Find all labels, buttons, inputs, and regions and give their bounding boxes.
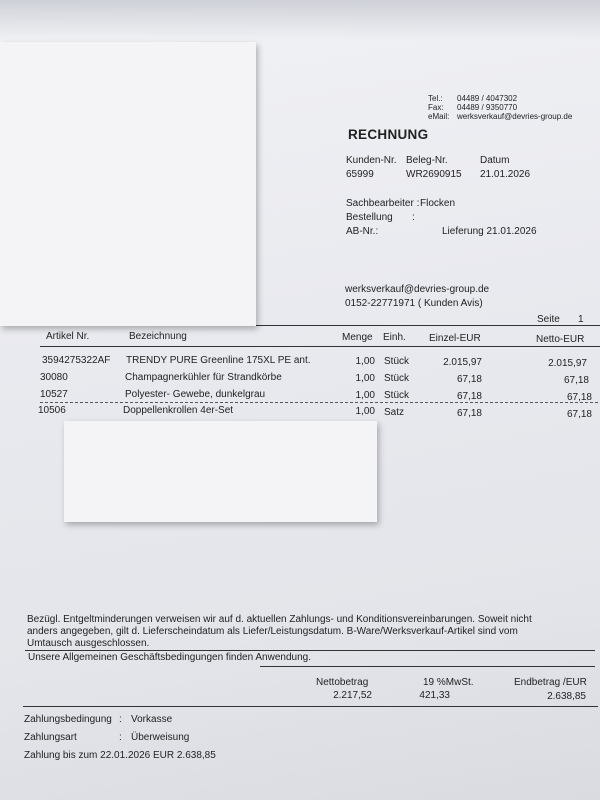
fax-label: Fax: bbox=[428, 103, 444, 112]
page-number: 1 bbox=[578, 314, 584, 325]
date-label: Datum bbox=[480, 155, 510, 166]
vat-label: 19 %MwSt. bbox=[423, 677, 474, 688]
payment-due: Zahlung bis zum 22.01.2026 EUR 2.638,85 bbox=[24, 750, 216, 761]
table-header-rule bbox=[40, 346, 600, 347]
note-line-2: anders angegeben, gilt d. Lieferscheindatum als Liefer/Leistungsdatum. B-Ware/Werksverkauf-Artikel sind vom bbox=[27, 626, 518, 637]
row-unit: Stück bbox=[384, 356, 410, 367]
row-net: 67,18 bbox=[566, 392, 592, 403]
order-label: Bestellung bbox=[346, 212, 393, 223]
ab-no-label: AB-Nr.: bbox=[346, 226, 379, 237]
tel-label: Tel.: bbox=[428, 94, 443, 103]
doc-no-label: Beleg-Nr. bbox=[406, 155, 448, 166]
row-unit-price: 67,18 bbox=[456, 374, 482, 385]
email-value: werksverkauf@devries-group.de bbox=[457, 112, 573, 121]
payment-terms-colon: : bbox=[119, 714, 122, 725]
row-unit-price: 2.015,97 bbox=[443, 357, 482, 368]
row-divider bbox=[40, 402, 598, 403]
page-label: Seite bbox=[537, 314, 560, 325]
row-description: Doppellenkrollen 4er-Set bbox=[123, 405, 234, 416]
row-article: 10527 bbox=[40, 389, 68, 400]
net-total-label: Nettobetrag bbox=[316, 677, 369, 688]
col-unit: Einh. bbox=[383, 332, 406, 343]
row-article: 3594275322AF bbox=[42, 355, 111, 366]
row-net: 67,18 bbox=[566, 409, 592, 420]
col-qty: Menge bbox=[342, 332, 373, 343]
gross-total-label: Endbetrag /EUR bbox=[514, 677, 587, 688]
invoice-title: RECHNUNG bbox=[348, 127, 429, 142]
col-unit-price: Einzel-EUR bbox=[429, 333, 481, 344]
sender-phone: 0152-22771971 ( Kunden Avis) bbox=[345, 298, 483, 309]
net-total: 2.217,52 bbox=[333, 690, 372, 701]
row-unit: Stück bbox=[384, 373, 410, 384]
row-net: 2.015,97 bbox=[548, 358, 587, 369]
row-unit-price: 67,18 bbox=[456, 408, 482, 419]
row-qty: 1,00 bbox=[355, 390, 375, 401]
payment-method: Überweisung bbox=[131, 732, 190, 743]
row-unit: Stück bbox=[384, 390, 410, 401]
fax-value: 04489 / 9350770 bbox=[457, 103, 518, 112]
cover-paper-top bbox=[0, 42, 256, 326]
row-unit-price: 67,18 bbox=[456, 391, 482, 402]
note-line-3: Umtausch ausgeschlossen. bbox=[27, 638, 150, 649]
totals-bottom-rule bbox=[23, 706, 598, 707]
col-net: Netto-EUR bbox=[536, 334, 585, 345]
note-line-1: Bezügl. Entgeltminderungen verweisen wir auf d. aktuellen Zahlungs- und Konditionsvereinbarungen. Soweit nicht bbox=[27, 614, 532, 625]
row-description: Polyester- Gewebe, dunkelgrau bbox=[125, 389, 266, 400]
vat-amount: 421,33 bbox=[419, 690, 450, 701]
delivery-info: Lieferung 21.01.2026 bbox=[442, 226, 537, 237]
invoice-date: 21.01.2026 bbox=[480, 169, 531, 180]
row-qty: 1,00 bbox=[355, 373, 375, 384]
row-qty: 1,00 bbox=[355, 406, 375, 417]
payment-method-label: Zahlungsart bbox=[24, 732, 77, 743]
payment-terms: Vorkasse bbox=[131, 714, 173, 725]
totals-top-rule bbox=[260, 666, 595, 667]
customer-no-label: Kunden-Nr. bbox=[346, 155, 397, 166]
payment-method-colon: : bbox=[119, 732, 122, 743]
col-article: Artikel Nr. bbox=[46, 331, 90, 342]
note-line-4: Unsere Allgemeinen Geschäftsbedingungen finden Anwendung. bbox=[28, 652, 311, 663]
customer-no: 65999 bbox=[346, 169, 374, 180]
clerk-label: Sachbearbeiter : bbox=[346, 198, 420, 209]
clerk-name: Flocken bbox=[420, 198, 456, 209]
row-unit: Satz bbox=[384, 407, 405, 418]
cover-paper-middle bbox=[64, 421, 377, 522]
email-label: eMail: bbox=[428, 112, 450, 121]
row-qty: 1,00 bbox=[355, 356, 375, 367]
row-net: 67,18 bbox=[563, 375, 589, 386]
row-article: 30080 bbox=[40, 372, 68, 383]
sender-email: werksverkauf@devries-group.de bbox=[345, 284, 490, 295]
doc-no: WR2690915 bbox=[406, 169, 462, 180]
gross-total: 2.638,85 bbox=[547, 691, 586, 702]
payment-terms-label: Zahlungsbedingung bbox=[24, 714, 112, 725]
row-description: TRENDY PURE Greenline 175XL PE ant. bbox=[126, 355, 311, 366]
row-article: 10506 bbox=[38, 405, 66, 416]
row-description: Champagnerkühler für Strandkörbe bbox=[125, 372, 282, 383]
order-colon: : bbox=[412, 212, 415, 223]
col-description: Bezeichnung bbox=[129, 331, 187, 342]
notes-rule bbox=[25, 650, 595, 651]
tel-value: 04489 / 4047302 bbox=[457, 94, 518, 103]
